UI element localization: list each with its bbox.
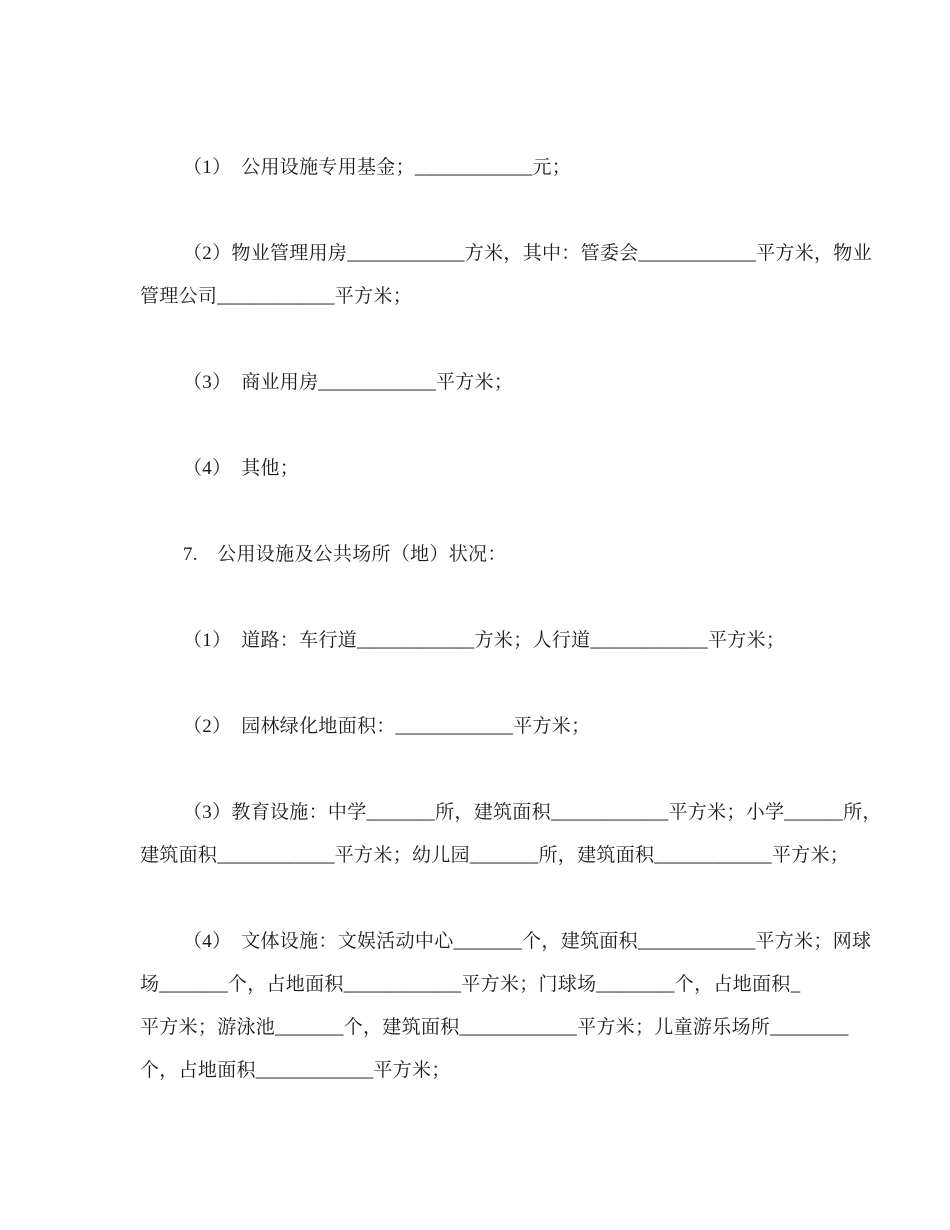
text-line: （1） 道路：车行道____________方米；人行道____________平方米； — [183, 630, 786, 651]
clause-other — [140, 447, 820, 490]
section-7-heading — [140, 533, 820, 576]
text-line: （4） 其他； — [183, 458, 300, 479]
clause-commercial-housing — [140, 361, 820, 404]
text-line: 平方米；游泳池_______个，建筑面积____________平方米；儿童游乐场所________ — [140, 1017, 849, 1038]
clause-sports-facilities — [140, 920, 872, 1092]
text-line: （3）教育设施：中学_______所，建筑面积____________平方米；小学______所， — [183, 802, 882, 823]
clause-education-facilities — [140, 791, 882, 877]
clause-common-fund — [140, 146, 820, 189]
text-line: （4） 文体设施：文娱活动中心_______个，建筑面积____________平方米；网球 — [183, 931, 872, 952]
clause-roads — [140, 619, 820, 662]
text-line: （3） 商业用房____________平方米； — [183, 372, 514, 393]
clause-property-mgmt-housing — [140, 232, 872, 318]
text-line: （1） 公用设施专用基金；____________元； — [183, 157, 572, 178]
text-line: 场_______个，占地面积____________平方米；门球场________个，占地面积_ — [140, 974, 801, 995]
text-line: 管理公司____________平方米； — [140, 286, 413, 307]
text-line: 7. 公用设施及公共场所（地）状况： — [183, 544, 507, 565]
text-line: （2） 园林绿化地面积：____________平方米； — [183, 716, 591, 737]
text-line: 个，占地面积____________平方米； — [140, 1060, 451, 1081]
clause-landscaping — [140, 705, 820, 748]
text-line: （2）物业管理用房____________方米，其中：管委会____________平方米，物业 — [183, 243, 872, 264]
text-line: 建筑面积____________平方米；幼儿园_______所，建筑面积____________平方米； — [140, 845, 850, 866]
